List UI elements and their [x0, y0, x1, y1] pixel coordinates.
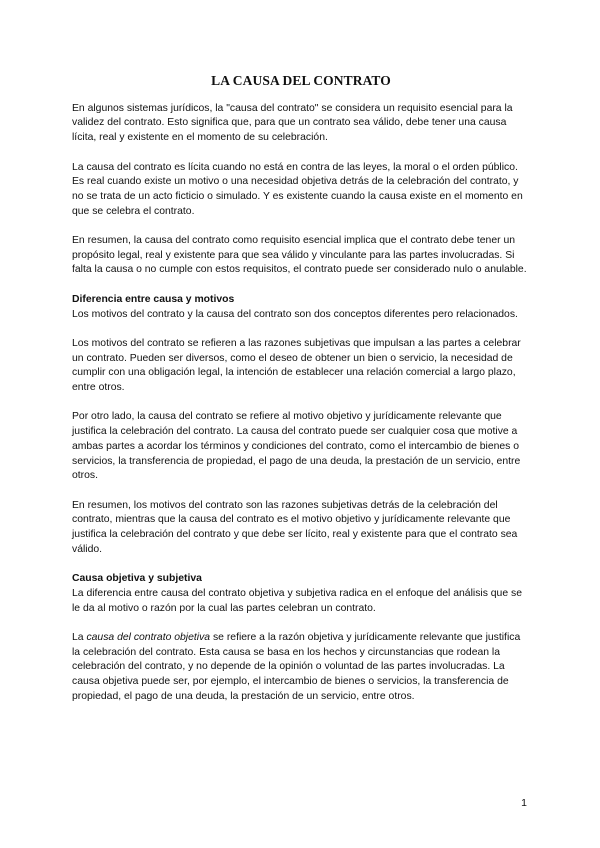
- section2-paragraph-2: [72, 631, 530, 705]
- section2-paragraph-2-rest: se refiere a la razón objetiva y jurídicamente relevante que justifica la celebración del contrato. Esta causa se basa en los hechos y circunstancias que rodean la celebración del contrato, y no depende de la opinión o voluntad de las partes involucradas. La causa objetiva puede ser, por ejemplo, el intercambio de bienes o servicios, la transferencia de propiedad, el pago de una deuda, la prestación de un servicio, entre otros.: [72, 631, 521, 702]
- intro-paragraph-3: En resumen, la causa del contrato como requisito esencial implica que el contrato debe tener un propósito legal, real y existente para que sea válido y vinculante para las partes involucradas. Si falta la causa o no cumple con estos requisitos, el contrato puede ser considerado nulo o anulable.: [72, 235, 527, 276]
- section1-paragraph-4: En resumen, los motivos del contrato son las razones subjetivas detrás de la celebración del contrato, mientras que la causa del contrato es el motivo objetivo y jurídicamente relevante que justifica la celebración del contrato y que debe ser lícito, real y existente para que el contrato sea válido.: [72, 499, 518, 555]
- causa-objetiva-term: causa del contrato objetiva: [86, 631, 211, 643]
- section-heading-causa-motivos: Diferencia entre causa y motivos: [72, 293, 235, 305]
- section1-paragraph-3: Por otro lado, la causa del contrato se refiere al motivo objetivo y jurídicamente relevante que justifica la celebración del contrato. La causa del contrato puede ser cualquier cosa que motive a ambas partes a acordar los términos y condiciones del contrato, como el intercambio de bienes o servicios, la transferencia de propiedad, el pago de una deuda, la prestación de un servicio, entre otros.: [72, 411, 521, 482]
- page-number: 1: [521, 797, 527, 809]
- section1-paragraph-1: Los motivos del contrato y la causa del contrato son dos conceptos diferentes pero relacionados.: [72, 308, 518, 320]
- document-page: [72, 74, 530, 719]
- intro-paragraph-2: La causa del contrato es lícita cuando no está en contra de las leyes, la moral o el orden público. Es real cuando existe un motivo o una necesidad objetiva detrás de la celebración del contrato, y no se trata de un acto ficticio o simulado. Y es existente cuando la causa existe en el momento en que se celebra el contrato.: [72, 161, 523, 217]
- section-heading-causa-objetiva-subjetiva: Causa objetiva y subjetiva: [72, 573, 202, 585]
- section2-paragraph-1: La diferencia entre causa del contrato objetiva y subjetiva radica en el enfoque del análisis que se le da al motivo o razón por la cual las partes celebran un contrato.: [72, 587, 522, 614]
- intro-paragraph-1: En algunos sistemas jurídicos, la "causa del contrato" se considera un requisito esencial para la validez del contrato. Esto significa que, para que un contrato sea válido, debe tener una causa lícita, real y existente en el momento de su celebración.: [72, 102, 513, 144]
- section1-paragraph-2: Los motivos del contrato se refieren a las razones subjetivas que impulsan a las partes a celebrar un contrato. Pueden ser diversos, como el deseo de obtener un bien o servicio, la necesidad de cumplir con una obligación legal, la intención de establecer una relación comercial a largo plazo, entre otros.: [72, 337, 521, 393]
- section2-paragraph-2-prefix: La: [72, 631, 87, 643]
- document-title: LA CAUSA DEL CONTRATO: [211, 73, 391, 88]
